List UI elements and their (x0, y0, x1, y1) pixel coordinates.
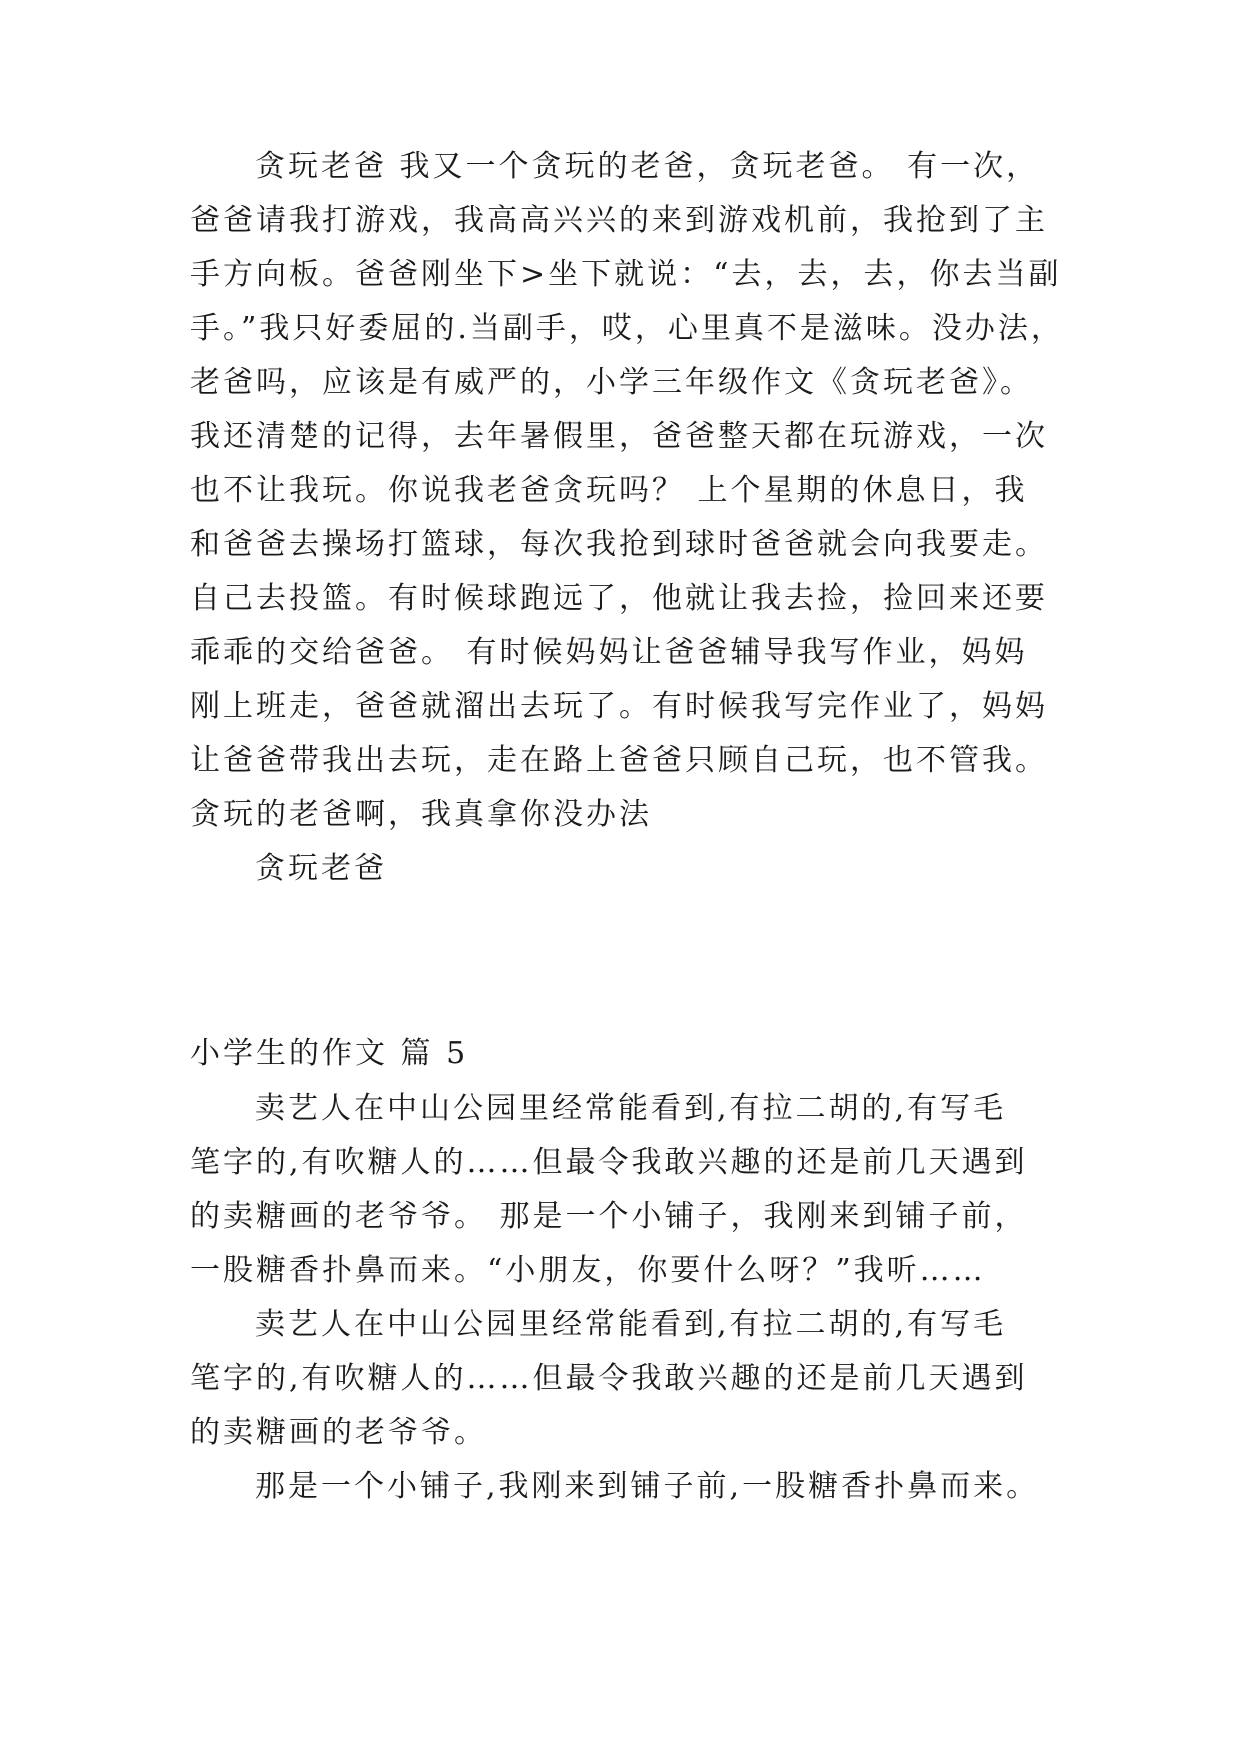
section1-line-7: 也不让我玩。你说我老爸贪玩吗？ 上个星期的休息日，我 (190, 473, 1028, 508)
section2-heading: 小学生的作文 篇 5 (190, 1036, 469, 1071)
section1-line-6: 我还清楚的记得，去年暑假里，爸爸整天都在玩游戏，一次 (190, 419, 1048, 454)
section2-para1-line-4: 一股糖香扑鼻而来。“小朋友，你要什么呀？”我听…… (190, 1253, 986, 1288)
section1-line-1: 贪玩老爸 我又一个贪玩的老爸，贪玩老爸。 有一次， (255, 149, 1040, 184)
section1-line-10: 乖乖的交给爸爸。 有时候妈妈让爸爸辅导我写作业，妈妈 (190, 635, 1028, 670)
section2-para3-line-1: 那是一个小铺子,我刚来到铺子前,一股糖香扑鼻而来。 (255, 1469, 1040, 1504)
section2-para1-line-1: 卖艺人在中山公园里经常能看到,有拉二胡的,有写毛 (255, 1091, 1007, 1126)
section2-para1-line-3: 的卖糖画的老爷爷。 那是一个小铺子，我刚来到铺子前， (190, 1199, 1028, 1234)
section1-line-12: 让爸爸带我出去玩，走在路上爸爸只顾自己玩，也不管我。 (190, 743, 1048, 778)
section1-line-13: 贪玩的老爸啊，我真拿你没办法 (190, 797, 652, 832)
section1-closing-title: 贪玩老爸 (255, 851, 387, 886)
section1-line-3: 手方向板。爸爸刚坐下>坐下就说：“去，去，去，你去当副 (190, 257, 1062, 292)
section1-line-2: 爸爸请我打游戏，我高高兴兴的来到游戏机前，我抢到了主 (190, 203, 1048, 238)
section2-para2-line-2: 笔字的,有吹糖人的……但最令我敢兴趣的还是前几天遇到 (190, 1361, 1028, 1396)
section2-para2-line-3: 的卖糖画的老爷爷。 (190, 1415, 487, 1450)
section2-para1-line-2: 笔字的,有吹糖人的……但最令我敢兴趣的还是前几天遇到 (190, 1145, 1028, 1180)
section2-para2-line-1: 卖艺人在中山公园里经常能看到,有拉二胡的,有写毛 (255, 1307, 1007, 1342)
section1-line-4: 手。”我只好委屈的.当副手，哎，心里真不是滋味。没办法， (190, 311, 1064, 346)
section1-line-8: 和爸爸去操场打篮球，每次我抢到球时爸爸就会向我要走。 (190, 527, 1048, 562)
section1-line-9: 自己去投篮。有时候球跑远了，他就让我去捡，捡回来还要 (190, 581, 1048, 616)
section1-line-11: 刚上班走，爸爸就溜出去玩了。有时候我写完作业了，妈妈 (190, 689, 1048, 724)
section1-line-5: 老爸吗，应该是有威严的，小学三年级作文《贪玩老爸》。 (190, 365, 1033, 400)
